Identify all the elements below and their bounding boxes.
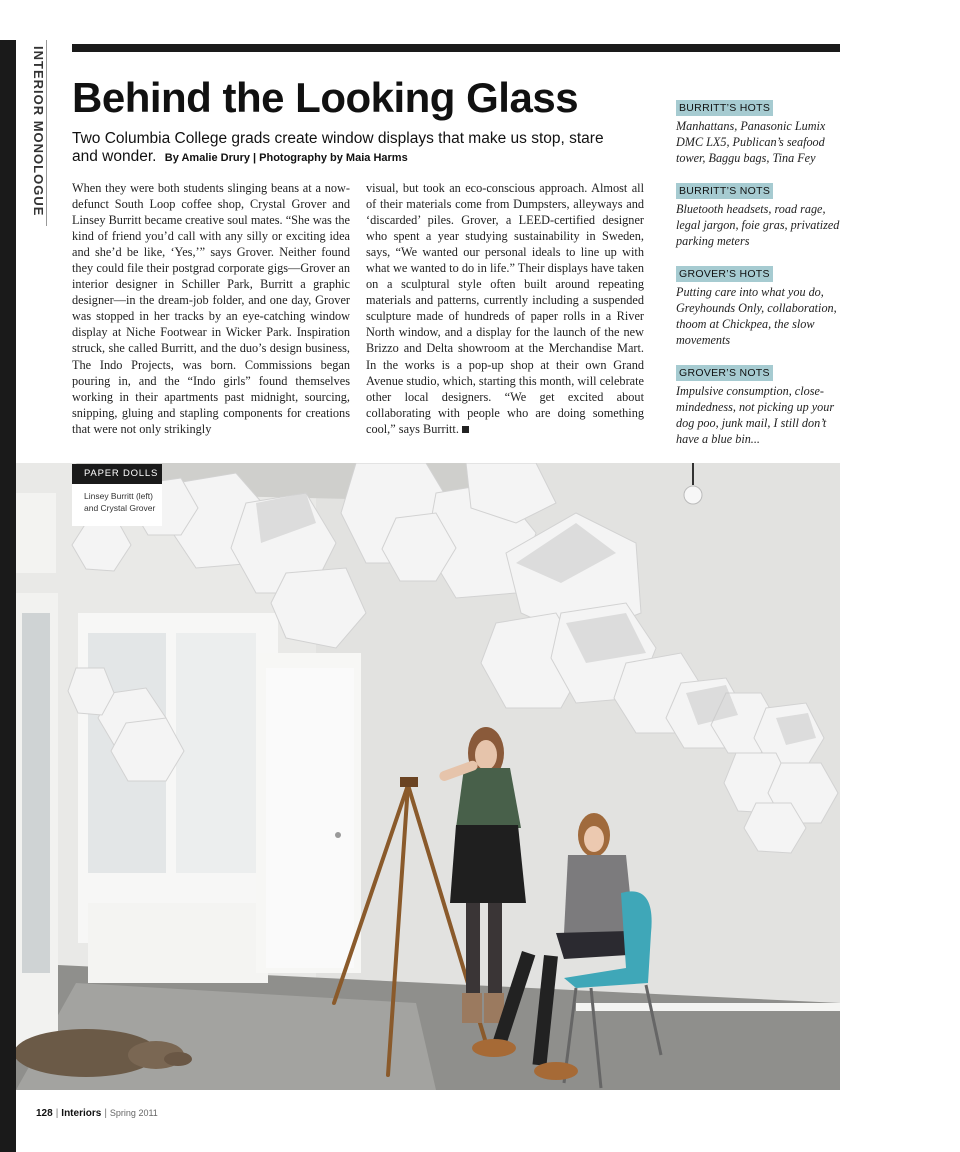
body-column-2 [366,180,644,437]
sidebar-text: Manhattans, Panasonic Lumix DMC LX5, Publican’s seafood tower, Baggu bags, Tina Fey [676,119,826,165]
dek-text: Two Columbia College grads create window displays that make us stop, stare and wonder. [72,130,604,165]
sidebar-block [676,181,844,249]
spine-bar [0,40,16,1152]
body-text-2: visual, but took an eco-conscious approach. Almost all of their materials come from Dumpsters, alleyways and ‘discarded’ piles. Grover, a LEED-certified designer who spent a year studying sustainability in Sweden, says, “We wanted our personal ideals to line up with what we wanted to do in life.” Their displays have taken on a sculptural style often built around repeating materials and patterns, currently including a suspended sculpture made of hundreds of paper rolls in a River North window, and a display for the launch of the new Brizzo and Delta showroom at the Merchandise Mart. In the works is a pop-up shop at their own Grand Avenue studio, which, starting this month, will celebrate other local designers. “We get excited about collaborating with people who are doing something cool,” says Burritt. [366,181,644,436]
byline: By Amalie Drury | Photography by Maia Harms [164,152,408,164]
top-rule [72,44,840,52]
sidebar-block [676,264,844,348]
issue-date: Spring 2011 [109,1108,158,1118]
folio-separator: | [104,1108,107,1119]
sidebar-tag: BURRITT’S NOTS [676,183,773,199]
sidebar-tag: GROVER’S HOTS [676,266,773,282]
body-column-1 [72,180,350,437]
folio [36,1108,158,1119]
publication-name: Interiors [61,1108,102,1119]
section-divider [46,40,47,226]
dek [72,130,632,167]
end-mark-icon [462,426,469,433]
sidebar-text: Bluetooth headsets, road rage, legal jargon, foie gras, privatized parking meters [676,202,840,248]
folio-separator: | [55,1108,59,1119]
headline: Behind the Looking Glass [72,74,579,121]
section-label: INTERIOR MONOLOGUE [31,46,46,217]
feature-photo [16,463,840,1090]
photo-caption: Linsey Burritt (left) and Crystal Grover [72,484,162,526]
body-text-1: When they were both students slinging beans at a now-defunct South Loop coffee shop, Crystal Grover and Linsey Burritt became creative soul mates. “She was the kind of friend you’d call with any silly or exciting idea and she’d be like, ‘Yes,’” says Grover. Neither found they could file their postgrad corporate gigs—Grover an interior designer in Schiller Park, Burritt a graphic designer—in the dream-job folder, and one day, Grover was stopped in her tracks by an eye-catching window display at Niche Footwear in Wicker Park. Inspiration struck, she called Burritt, and the duo’s design business, The Indo Projects, was born. Commissions began pouring in, and the “Indo girls” found themselves working in their apartments past midnight, sourcing, snipping, gluing and stapling components for creations that were not only strikingly [72,181,350,436]
sidebar-text: Impulsive consumption, close-mindedness, not picking up your dog poo, junk mail, I still don’t have a blue bin... [676,384,835,446]
sidebar-block [676,98,844,166]
caption-tag: PAPER DOLLS [72,464,162,484]
sidebar [676,98,844,462]
sidebar-tag: BURRITT’S HOTS [676,100,773,116]
sidebar-text: Putting care into what you do, Greyhounds Only, collaboration, thoom at Chickpea, the slow movements [676,285,837,347]
sidebar-block [676,363,844,447]
page-number: 128 [36,1108,53,1119]
sidebar-tag: GROVER’S NOTS [676,365,773,381]
